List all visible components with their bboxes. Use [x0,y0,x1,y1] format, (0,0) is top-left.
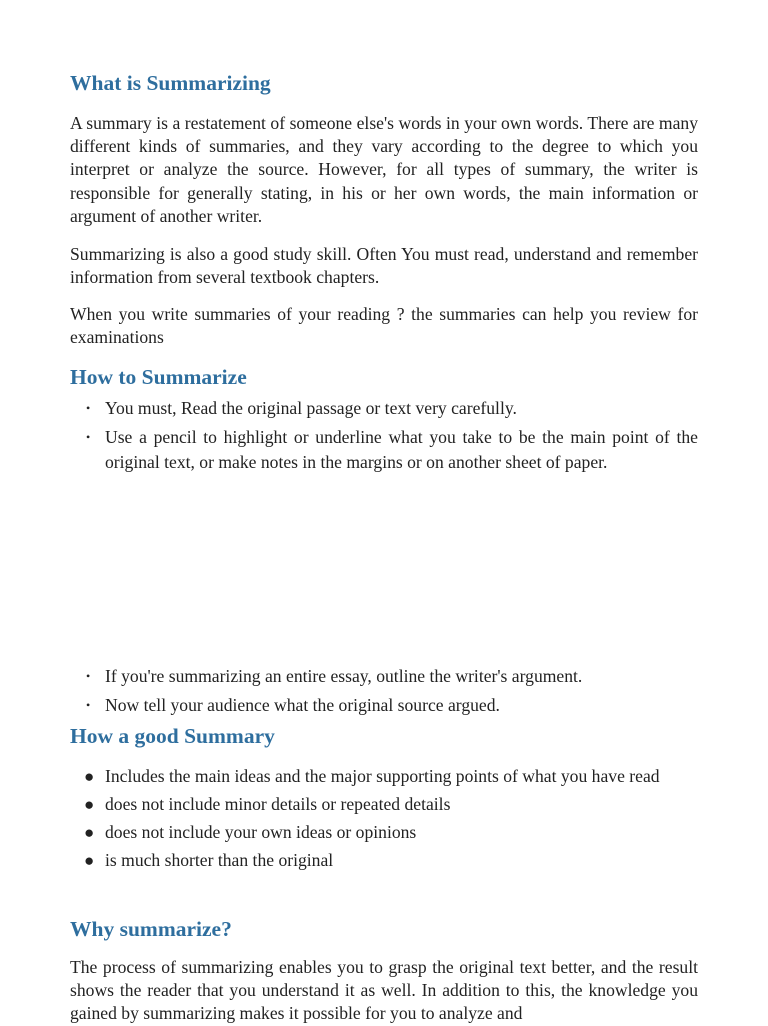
list-item-text: If you're summarizing an entire essay, outline the writer's argument. [105,666,583,686]
paragraph-summary-definition: A summary is a restatement of someone else's words in your own words. There are many different kinds of summaries, and they vary according to the degree to which you interpret or analyze the source. However, for all types of summary, the writer is responsible for generally stating, in his or her own words, the main information or argument of another writer. [70,113,698,226]
list-item [70,664,698,688]
bullet-icon: • [86,698,91,713]
list-item [70,693,698,717]
heading-why-summarize: Why summarize? [70,917,232,941]
list-item-text: is much shorter than the original [105,850,334,870]
list-item-text: You must, Read the original passage or text very carefully. [105,398,517,418]
list-item [70,819,698,846]
list-item [70,425,698,474]
heading-what-is-summarizing: What is Summarizing [70,71,271,95]
list-item [70,763,698,790]
bullet-icon: ● [84,823,95,842]
bullet-icon: ● [84,851,95,870]
good-summary-list [70,763,698,875]
list-item-text: does not include your own ideas or opinions [105,822,417,842]
how-to-list-part-2 [70,664,698,723]
list-item-text: does not include minor details or repeated details [105,794,451,814]
list-item-text: Use a pencil to highlight or underline what you take to be the main point of the original text, or make notes in the margins or on another sheet of paper. [105,427,698,472]
bullet-icon: • [86,669,91,683]
bullet-icon: ● [84,795,95,814]
how-to-list-part-1 [70,396,698,479]
bullet-icon: ● [84,767,95,786]
list-item-text: Includes the main ideas and the major supporting points of what you have read [105,766,660,786]
paragraph-review-exams: When you write summaries of your reading ? the summaries can help you review for examinations [70,304,698,348]
list-item [70,791,698,818]
list-item [70,847,698,874]
bullet-icon: • [86,401,91,415]
paragraph-study-skill: Summarizing is also a good study skill. Often You must read, understand and remember information from several textbook chapters. [70,244,698,288]
bullet-icon: • [86,430,91,445]
heading-how-a-good-summary: How a good Summary [70,724,275,748]
list-item [70,396,698,420]
list-item-text: Now tell your audience what the original source argued. [105,695,500,716]
paragraph-why-summarize: The process of summarizing enables you to grasp the original text better, and the result shows the reader that you understand it as well. In addition to this, the knowledge you gained by summarizing makes it possible for you to analyze and [70,957,698,1024]
heading-how-to-summarize: How to Summarize [70,365,247,389]
